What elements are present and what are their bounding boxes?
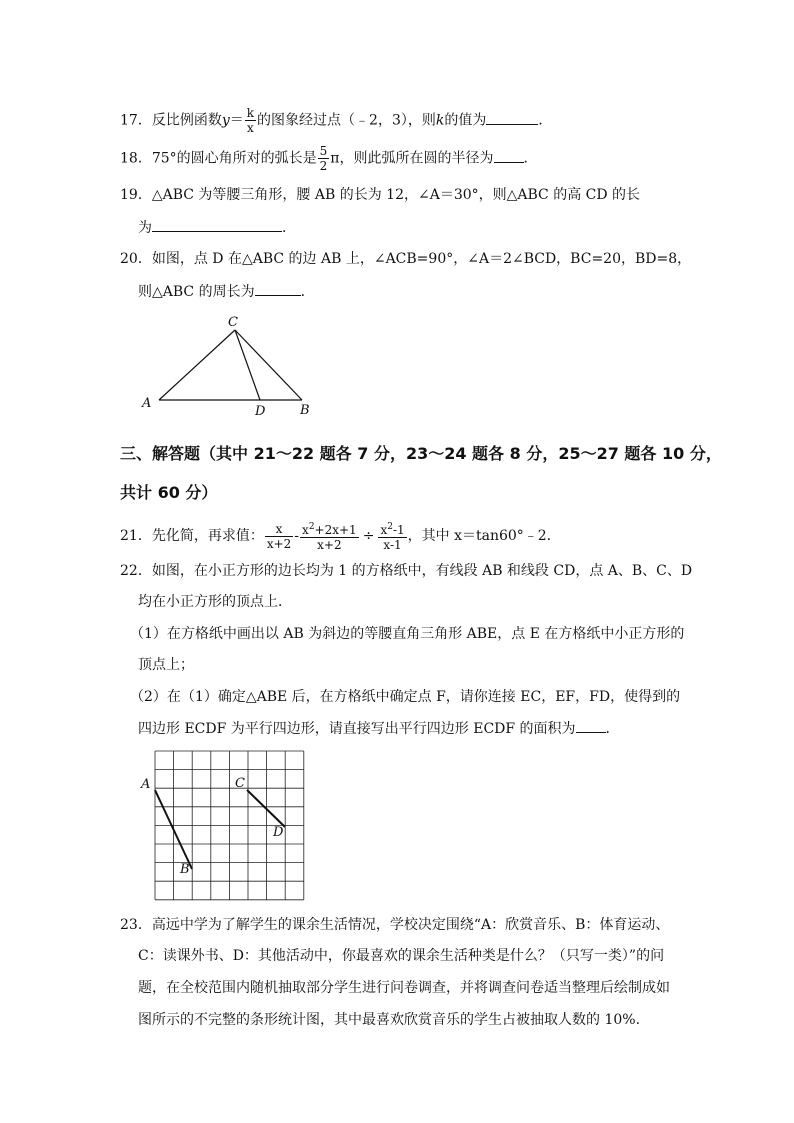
answer-blank[interactable] bbox=[255, 282, 301, 296]
q23-line3: 题，在全校范围内随机抽取部分学生进行问卷调查，并将调查问卷适当整理后绘制成如 bbox=[138, 980, 670, 996]
q18: 18．75°的圆心角所对的弧长是 $\frac{5}{2}$ π，则此弧所在圆的半径为 ． bbox=[120, 144, 538, 173]
q20-line2: 则△ABC 的周长为 ． bbox=[138, 284, 315, 300]
q22-line2: 均在小正方形的顶点上． bbox=[138, 594, 292, 610]
q17-number: 17． bbox=[120, 112, 152, 129]
q23-line2: C：读课外书、D：其他活动中，你最喜欢的课余生活种类是什么？（只写一类）”的问 bbox=[138, 948, 665, 964]
q22-grid-figure bbox=[136, 742, 308, 906]
q21-fraction-3: $\frac{x^2-1}{x-1}$ bbox=[380, 522, 405, 552]
label-a: A bbox=[142, 396, 152, 411]
q20-number: 20． bbox=[120, 251, 152, 267]
q22-part2-line1: （2）在（1）确定△ABE 后，在方格纸中确定点 F，请你连接 EC，EF，FD，使得到的 bbox=[130, 689, 681, 705]
answer-blank[interactable] bbox=[152, 218, 282, 232]
q21-number: 21． bbox=[120, 528, 152, 544]
q22-part1-line2: 顶点上； bbox=[138, 657, 194, 673]
q20-triangle-figure bbox=[130, 310, 330, 422]
answer-blank[interactable] bbox=[576, 719, 606, 733]
q22-part2-line2: 四边形 ECDF 为平行四边形，请直接写出平行四边形 ECDF 的面积为 ． bbox=[138, 721, 620, 737]
q19-line1: 19．△ABC 为等腰三角形，腰 AB 的长为 12，∠A＝30°，则△ABC 的高 CD 的长 bbox=[120, 187, 641, 203]
q17: 17．反比例函数y＝ $\frac{k}{x}$ 的图象经过点（﹣2，3），则k的值为 ． bbox=[120, 106, 553, 135]
q17-fraction: $\frac{k}{x}$ bbox=[246, 106, 255, 135]
label-c: C bbox=[235, 776, 245, 791]
label-c: C bbox=[228, 315, 238, 330]
side-cb bbox=[235, 330, 302, 400]
q22-number: 22． bbox=[120, 563, 152, 579]
label-d: D bbox=[255, 404, 266, 419]
section-3-heading-line2: 共计 60 分） bbox=[120, 483, 218, 502]
q19-line2: 为 ． bbox=[138, 220, 296, 236]
label-d: D bbox=[273, 825, 284, 840]
label-a: A bbox=[141, 777, 151, 792]
q19-number: 19． bbox=[120, 187, 152, 203]
q21-fraction-1: $\frac{x}{x+2}$ bbox=[266, 521, 292, 551]
section-3-heading-line1: 三、解答题（其中 21～22 题各 7 分，23～24 题各 8 分，25～27 题各 10 分， bbox=[120, 444, 722, 463]
q18-number: 18． bbox=[120, 150, 152, 167]
answer-blank[interactable] bbox=[494, 149, 524, 163]
q22-part1-line1: （1）在方格纸中画出以 AB 为斜边的等腰直角三角形 ABE，点 E 在方格纸中小正方形的 bbox=[130, 626, 685, 642]
q18-fraction: $\frac{5}{2}$ bbox=[319, 144, 328, 173]
q21: 21．先化简，再求值： $\frac{x}{x+2}$ - $\frac{x^2+2x+1}{x+2}$ ÷ $\frac{x^2-1}{x-1}$ ，其中 x＝tan60°﹣2． bbox=[120, 521, 561, 552]
label-b: B bbox=[180, 862, 190, 877]
q23-line1: 23．高远中学为了解学生的课余生活情况，学校决定围绕“A：欣赏音乐、B：体育运动、 bbox=[120, 917, 670, 933]
q21-fraction-2: $\frac{x^2+2x+1}{x+2}$ bbox=[302, 522, 357, 552]
q23-line4: 图所示的不完整的条形统计图，其中最喜欢欣赏音乐的学生占被抽取人数的 10%. bbox=[138, 1012, 641, 1028]
q22-line1: 22．如图，在小正方形的边长均为 1 的方格纸中，有线段 AB 和线段 CD，点 A、B、C、D bbox=[120, 563, 693, 579]
q20-line1: 20．如图，点 D 在△ABC 的边 AB 上，∠ACB=90°，∠A＝2∠BCD，BC=20，BD=8， bbox=[120, 251, 692, 267]
answer-blank[interactable] bbox=[486, 111, 538, 125]
q23-number: 23． bbox=[120, 917, 152, 933]
side-ac bbox=[159, 330, 235, 400]
segment-cd bbox=[235, 330, 260, 400]
segment-cd bbox=[247, 790, 285, 827]
label-b: B bbox=[300, 403, 310, 418]
